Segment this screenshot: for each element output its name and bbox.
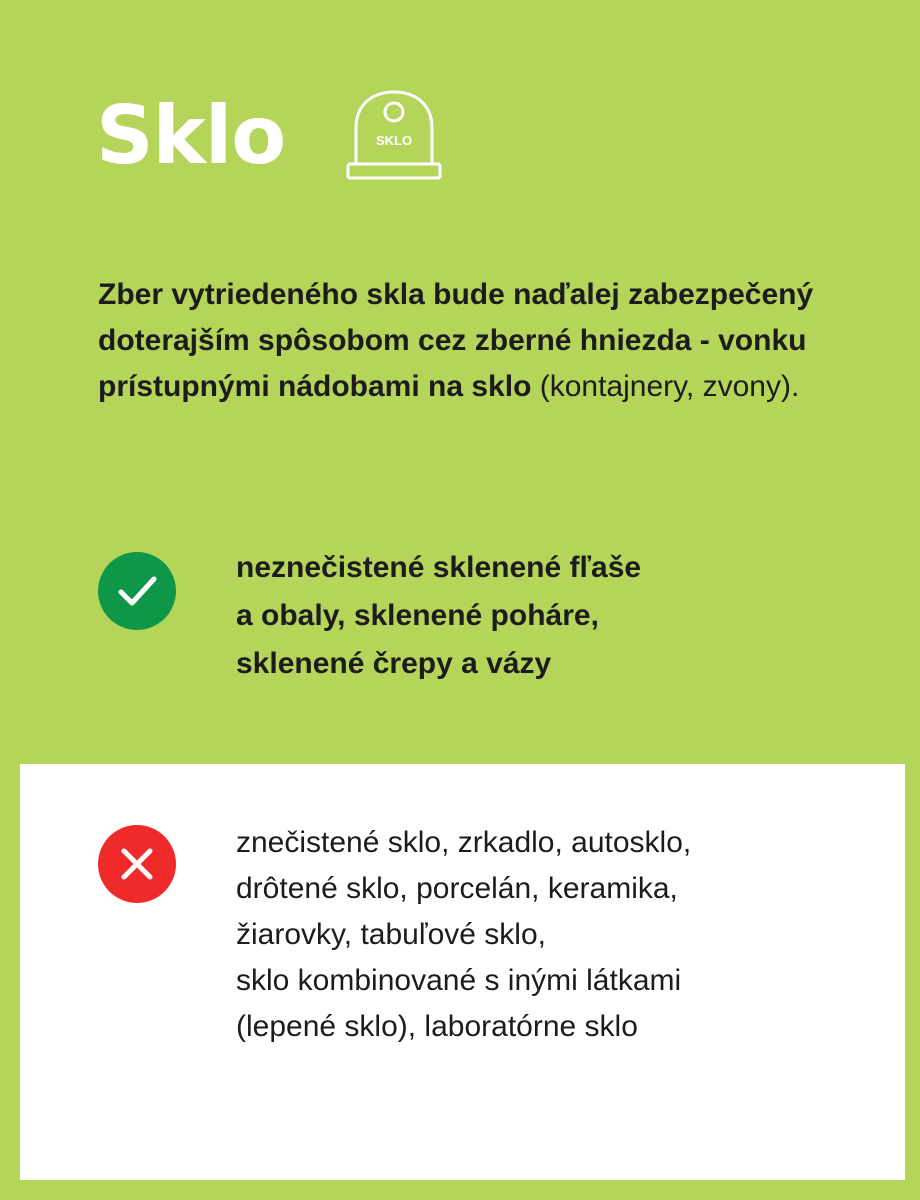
not-allowed-line: drôtené sklo, porcelán, keramika, [236, 872, 678, 905]
allowed-line: sklenené črepy a vázy [236, 647, 552, 680]
not-allowed-line: sklo kombinované s inými látkami [236, 964, 682, 997]
intro-paragraph [98, 272, 818, 410]
bin-label: SKLO [375, 133, 413, 148]
intro-normal-text: (kontajnery, zvony). [531, 370, 800, 403]
close-icon [97, 824, 177, 904]
allowed-line: a obaly, sklenené poháre, [236, 599, 599, 632]
not-allowed-line: (lepené sklo), laboratórne sklo [236, 1010, 638, 1043]
allowed-items-text [236, 544, 796, 688]
not-allowed-items-text [236, 820, 876, 1050]
glass-bin-icon [346, 88, 442, 182]
check-icon [97, 551, 177, 631]
intro-bold-text: Zber vytriedeného skla bude naďalej zabezpečený doterajším spôsobom cez zberné hniezda - vonku prístupnými nádobami na sklo [98, 278, 814, 403]
not-allowed-line: žiarovky, tabuľové sklo, [236, 918, 546, 951]
page-title: Sklo [96, 89, 286, 182]
not-allowed-line: znečistené sklo, zrkadlo, autosklo, [236, 826, 692, 859]
allowed-line: neznečistené sklenené fľaše [236, 551, 642, 584]
